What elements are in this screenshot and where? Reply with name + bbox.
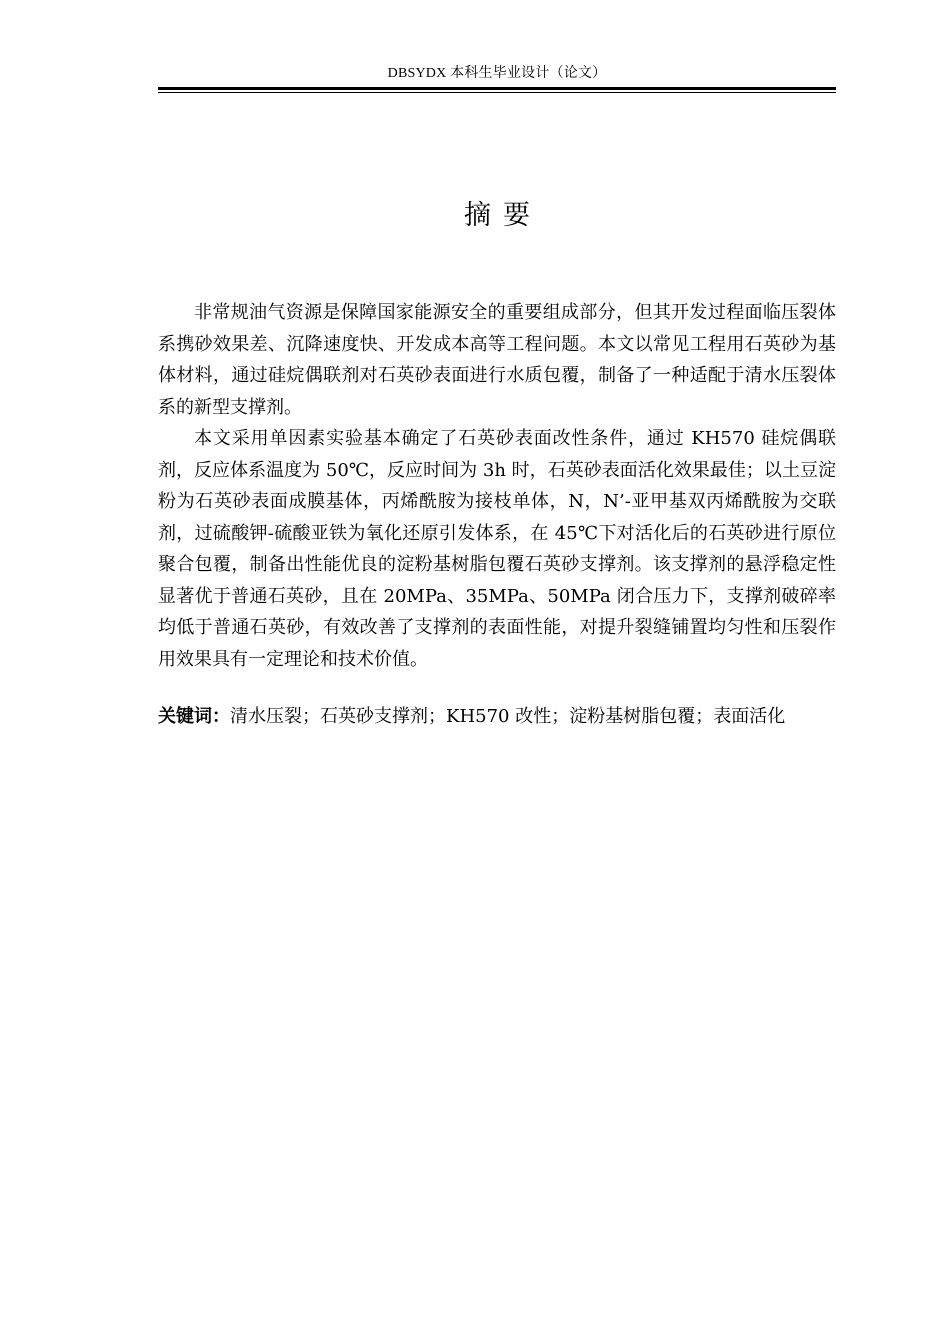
keywords-line [158, 701, 836, 733]
header-rule-thick [158, 87, 836, 90]
abstract-paragraph-2: 本文采用单因素实验基本确定了石英砂表面改性条件，通过 KH570 硅烷偶联剂，反应体系温度为 50℃，反应时间为 3h 时，石英砂表面活化效果最佳；以土豆淀粉为石英砂表面成膜基体，丙烯酰胺为接枝单体，N，N’-亚甲基双丙烯酰胺为交联剂，过硫酸钾-硫酸亚铁为氧化还原引发体系，在 45℃下对活化后的石英砂进行原位聚合包覆，制备出性能优良的淀粉基树脂包覆石英砂支撑剂。该支撑剂的悬浮稳定性显著优于普通石英砂，且在 20MPa、35MPa、50MPa 闭合压力下，支撑剂破碎率均低于普通石英砂，有效改善了支撑剂的表面性能，对提升裂缝铺置均匀性和压裂作用效果具有一定理论和技术价值。 [158, 428, 836, 670]
keywords-label: 关键词： [158, 706, 230, 727]
abstract-paragraph-1: 非常规油气资源是保障国家能源安全的重要组成部分，但其开发过程面临压裂体系携砂效果差、沉降速度快、开发成本高等工程问题。本文以常见工程用石英砂为基体材料，通过硅烷偶联剂对石英砂表面进行水质包覆，制备了一种适配于清水压裂体系的新型支撑剂。 [158, 302, 836, 418]
header-rule-thin [158, 92, 836, 93]
keywords-text: 清水压裂；石英砂支撑剂；KH570 改性；淀粉基树脂包覆；表面活化 [230, 706, 786, 727]
running-header: DBSYDX 本科生毕业设计（论文） [387, 66, 607, 81]
abstract-title: 摘要 [464, 200, 542, 231]
